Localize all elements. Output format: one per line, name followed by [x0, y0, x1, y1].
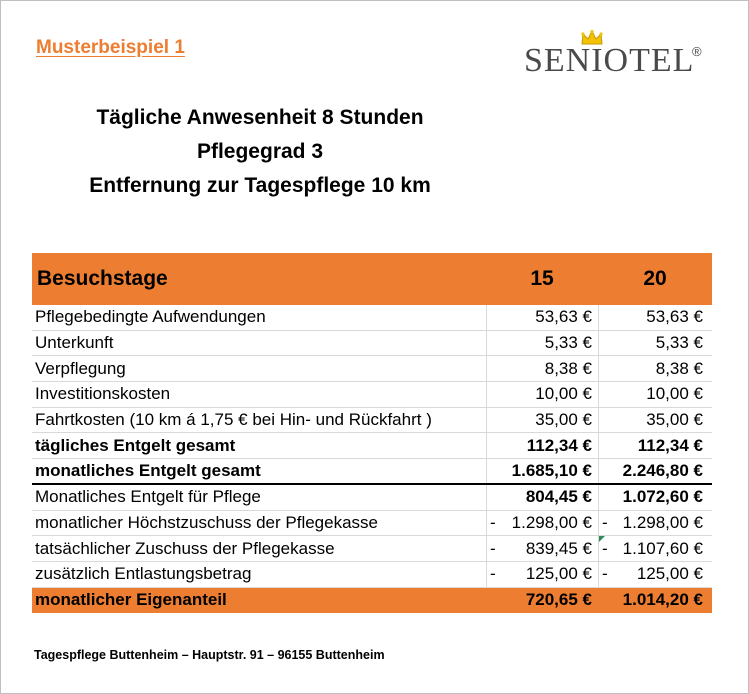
- row-value-20: 1.014,20 €: [622, 590, 703, 610]
- header-days-15: 15: [530, 267, 554, 290]
- table-row-own-share: [32, 588, 712, 614]
- row-value-15: 804,45 €: [486, 485, 598, 510]
- table-row: [32, 356, 712, 382]
- row-value-20: 35,00 €: [598, 408, 712, 433]
- table-row-monthly-total: [32, 459, 712, 485]
- table-row: [32, 408, 712, 434]
- row-value-20: 2.246,80 €: [598, 459, 712, 483]
- row-value-15: 53,63 €: [486, 305, 598, 330]
- header-days-20: 20: [643, 267, 667, 290]
- row-value-15: 5,33 €: [486, 331, 598, 356]
- heading-care-level: Pflegegrad 3: [196, 140, 324, 163]
- row-value-20: 112,34 €: [598, 433, 712, 458]
- registered-mark: ®: [692, 44, 702, 59]
- heading-distance: Entfernung zur Tagespflege 10 km: [89, 174, 431, 197]
- seniotel-logo: [524, 30, 714, 80]
- row-value-15: 112,34 €: [486, 433, 598, 458]
- table-row: [32, 331, 712, 357]
- row-cell-20: [598, 536, 712, 561]
- row-label: tägliches Entgelt gesamt: [35, 435, 236, 455]
- heading-attendance: Tägliche Anwesenheit 8 Stunden: [96, 106, 424, 129]
- example-title: Musterbeispiel 1: [36, 37, 185, 58]
- table-row-relief-amount: [32, 562, 712, 588]
- table-row-daily-total: [32, 433, 712, 459]
- row-label: Monatliches Entgelt für Pflege: [35, 487, 261, 507]
- row-value-20: 1.072,60 €: [598, 485, 712, 510]
- minus-sign: -: [602, 512, 608, 532]
- row-label: zusätzlich Entlastungsbetrag: [35, 564, 252, 584]
- row-value-20: 125,00 €: [636, 564, 703, 584]
- table-row-actual-subsidy: [32, 536, 712, 562]
- row-value-15: 35,00 €: [486, 408, 598, 433]
- row-value-20: 1.107,60 €: [622, 538, 703, 558]
- row-label: Verpflegung: [35, 358, 126, 378]
- row-cell-15: [486, 562, 598, 587]
- minus-sign: -: [490, 538, 496, 558]
- table-row: [32, 305, 712, 331]
- row-cell-20: [598, 562, 712, 587]
- table-header: [32, 253, 712, 305]
- header-label: Besuchstage: [37, 267, 168, 290]
- minus-sign: -: [490, 564, 496, 584]
- row-value-15: 8,38 €: [486, 356, 598, 381]
- row-label: Unterkunft: [35, 333, 114, 353]
- row-value-20: 5,33 €: [598, 331, 712, 356]
- row-value-15: 720,65 €: [525, 590, 592, 610]
- row-value-15: 1.685,10 €: [486, 459, 598, 483]
- cost-table: [32, 253, 712, 613]
- row-label: monatlicher Eigenanteil: [35, 590, 227, 610]
- row-value-20: 1.298,00 €: [622, 512, 703, 532]
- table-row-max-subsidy: [32, 511, 712, 537]
- minus-sign: -: [602, 538, 608, 558]
- row-value-15: 839,45 €: [525, 538, 592, 558]
- row-label: tatsächlicher Zuschuss der Pflegekasse: [35, 538, 335, 558]
- row-value-15: 125,00 €: [525, 564, 592, 584]
- row-cell-15: [486, 536, 598, 561]
- row-cell-15: [486, 511, 598, 536]
- row-value-20: 10,00 €: [598, 382, 712, 407]
- table-row-care-fee: [32, 485, 712, 511]
- row-label: monatliches Entgelt gesamt: [35, 460, 261, 480]
- row-label: Fahrtkosten (10 km á 1,75 € bei Hin- und Rückfahrt ): [35, 410, 432, 430]
- row-label: Pflegebedingte Aufwendungen: [35, 307, 266, 327]
- minus-sign: -: [490, 512, 496, 532]
- row-cell-20: [598, 511, 712, 536]
- minus-sign: -: [602, 564, 608, 584]
- row-label: monatlicher Höchstzuschuss der Pflegekasse: [35, 512, 378, 532]
- footer-address: Tagespflege Buttenheim – Hauptstr. 91 – 96155 Buttenheim: [34, 648, 385, 662]
- row-value-20: 53,63 €: [598, 305, 712, 330]
- logo-text: SENIOTEL: [524, 42, 695, 79]
- row-value-15: 10,00 €: [486, 382, 598, 407]
- table-row: [32, 382, 712, 408]
- row-label: Investitionskosten: [35, 384, 171, 404]
- row-value-15: 1.298,00 €: [511, 512, 592, 532]
- row-value-20: 8,38 €: [598, 356, 712, 381]
